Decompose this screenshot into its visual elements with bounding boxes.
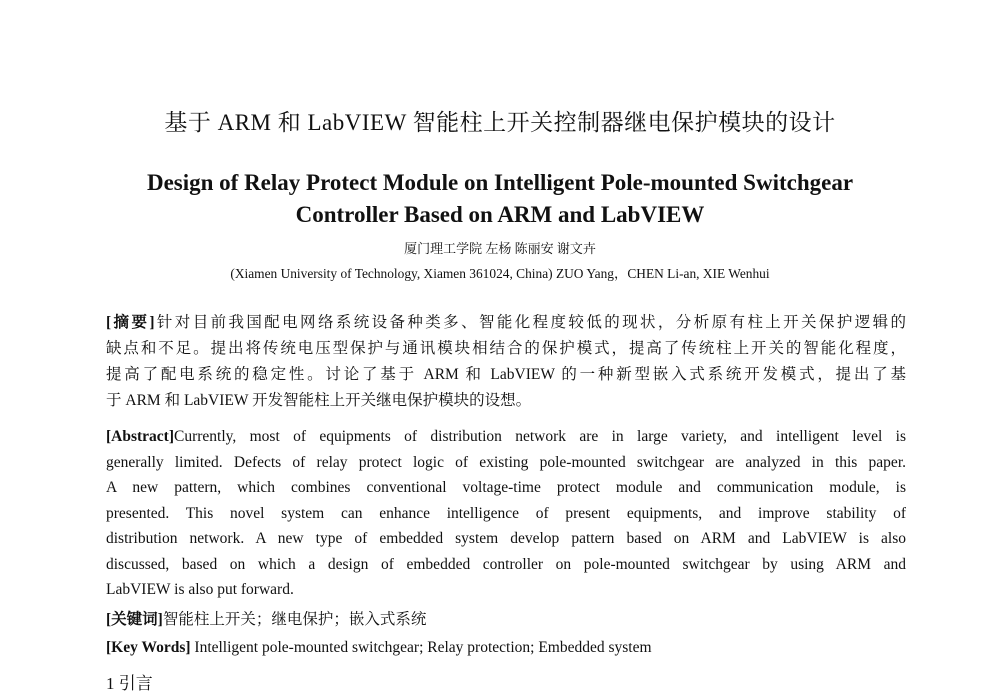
chinese-abstract xyxy=(106,310,906,414)
english-abstract-line: A new pattern, which combines conventional voltage-time protect module and communication module, is xyxy=(106,479,906,496)
english-title-line-2: Controller Based on ARM and LabVIEW xyxy=(295,202,705,227)
english-abstract xyxy=(106,424,906,603)
chinese-abstract-text: 针对目前我国配电网络系统设备种类多、智能化程度较低的现状，分析原有柱上开关保护逻辑的 xyxy=(154,314,906,331)
english-affiliation: (Xiamen University of Technology, Xiamen 361024, China) ZUO Yang，CHEN Li-an, XIE Wenhui xyxy=(230,266,770,281)
english-abstract-label: [Abstract] xyxy=(106,428,175,445)
chinese-keywords-label: [关键词] xyxy=(106,611,163,628)
chinese-abstract-label: [摘要] xyxy=(106,314,155,331)
english-title xyxy=(100,167,900,231)
chinese-abstract-line xyxy=(106,310,906,336)
chinese-authors: 厦门理工学院 左杨 陈丽安 谢文卉 xyxy=(404,241,596,256)
chinese-title: 基于 ARM 和 LabVIEW 智能柱上开关控制器继电保护模块的设计 xyxy=(164,110,836,135)
english-abstract-line: generally limited. Defects of relay protect logic of existing pole-mounted switchgear are analyzed in this paper. xyxy=(106,453,906,471)
chinese-abstract-line: 于 ARM 和 LabVIEW 开发智能柱上开关继电保护模块的设想。 xyxy=(106,392,532,409)
english-abstract-text: Currently, most of equipments of distribution network are in large variety, and intelligent level is xyxy=(174,428,906,445)
chinese-abstract-line: 缺点和不足。提出将传统电压型保护与通讯模块相结合的保护模式，提高了传统柱上开关的智能化程度， xyxy=(106,340,906,357)
chinese-keywords xyxy=(106,608,906,632)
chinese-keywords-text: 智能柱上开关；继电保护；嵌入式系统 xyxy=(162,611,427,628)
english-keywords xyxy=(106,636,906,660)
english-keywords-text: Intelligent pole-mounted switchgear; Relay protection; Embedded system xyxy=(190,639,652,656)
english-abstract-line: distribution network. A new type of embedded system develop pattern based on ARM and LabVIEW is also xyxy=(106,530,906,547)
english-title-line-1: Design of Relay Protect Module on Intelligent Pole-mounted Switchgear xyxy=(146,170,854,195)
english-abstract-line xyxy=(106,424,906,450)
english-abstract-line: LabVIEW is also put forward. xyxy=(106,581,294,598)
english-abstract-line: presented. This novel system can enhance intelligence of present equipments, and improve stability of xyxy=(106,504,906,522)
section-heading: 1 引言 xyxy=(106,674,153,693)
chinese-abstract-line: 提高了配电系统的稳定性。讨论了基于 ARM 和 LabVIEW 的一种新型嵌入式系统开发模式，提出了基 xyxy=(106,366,906,383)
english-abstract-line: discussed, based on which a design of embedded controller on pole-mounted switchgear by using ARM and xyxy=(106,555,906,573)
english-keywords-label: [Key Words] xyxy=(106,639,191,656)
